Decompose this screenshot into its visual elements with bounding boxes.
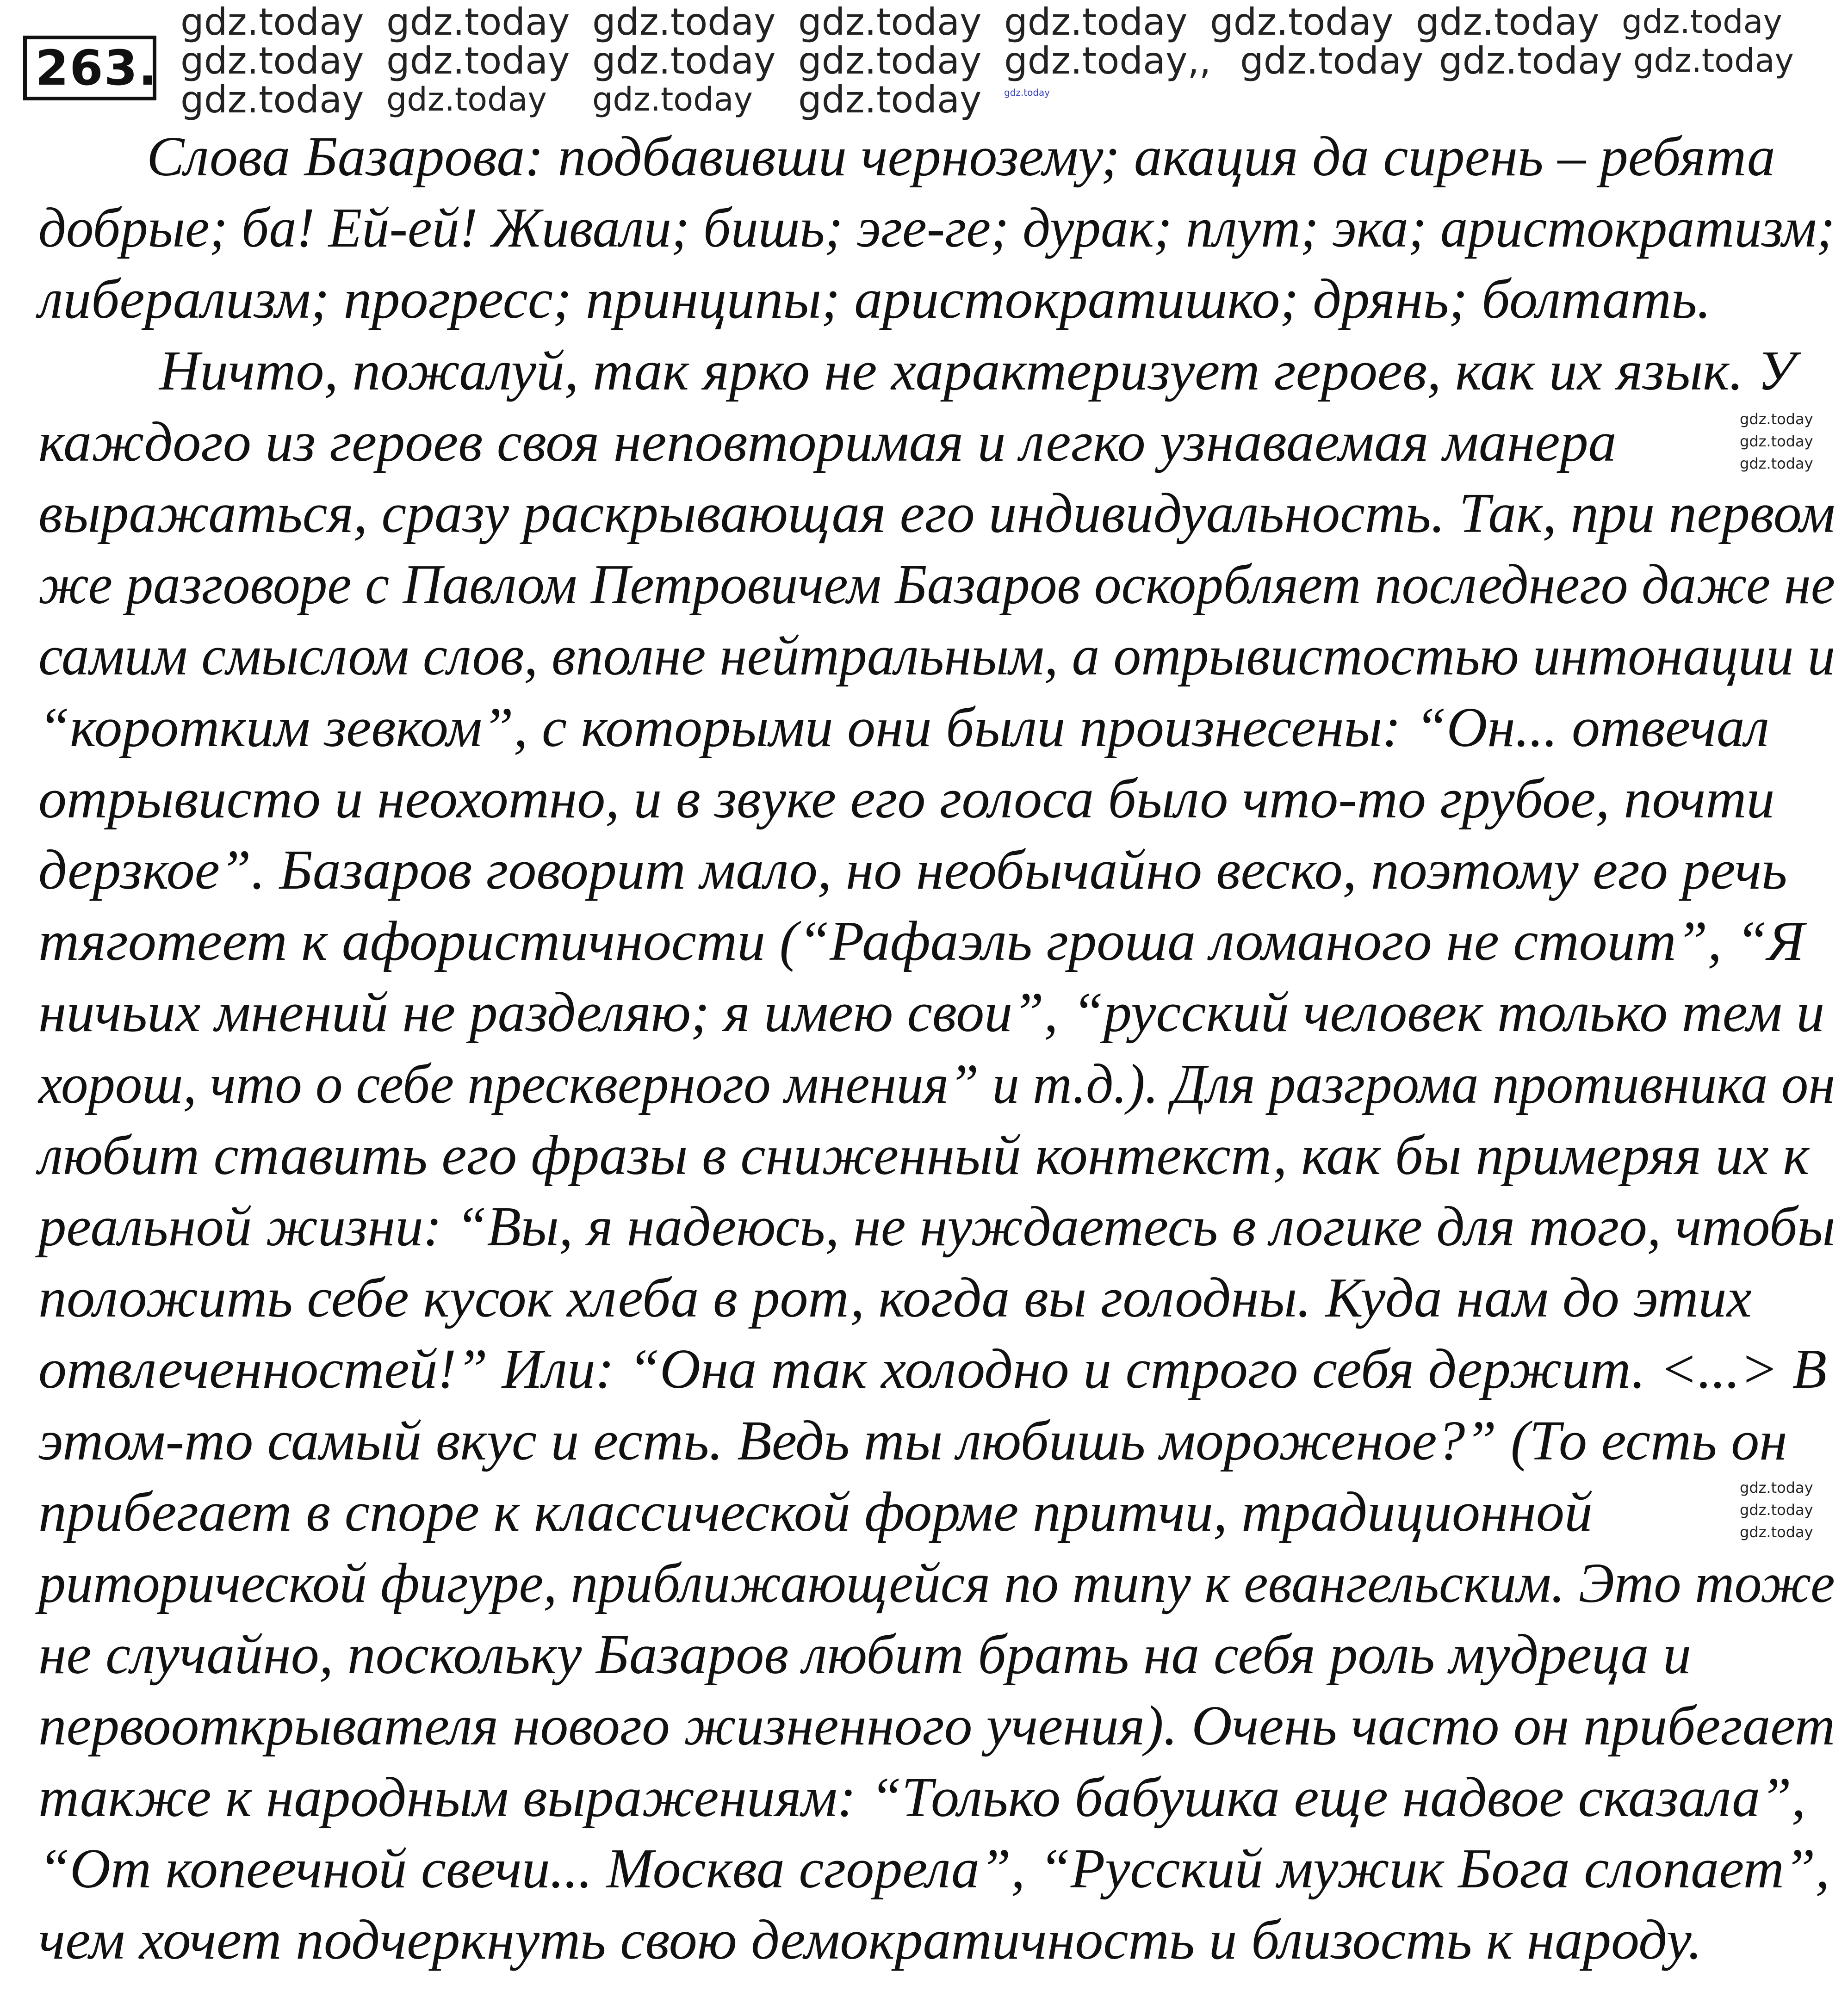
watermark: gdz.today: [386, 0, 570, 43]
text-line: первооткрывателя нового жизненного учения). Очень часто он прибегает: [38, 1694, 1835, 1757]
watermark: gdz.today: [1633, 42, 1794, 80]
text-line: Ничто, пожалуй, так ярко не характеризует героев, как их язык. У: [159, 339, 1796, 402]
text-line: чем хочет подчеркнуть свою демократичность и близость к народу.: [38, 1909, 1702, 1971]
watermark: gdz.today: [798, 78, 982, 121]
text-line: ничьих мнений не разделяю; я имею свои”, “русский человек только тем и: [38, 981, 1825, 1044]
text-line: тяготеет к афористичности (“Рафаэль гроша ломаного не стоит”, “Я: [38, 910, 1805, 973]
text-line: дерзкое”. Базаров говорит мало, но необычайно веско, поэтому его речь: [38, 839, 1787, 901]
text-line: не случайно, поскольку Базаров любит брать на себя роль мудреца и: [38, 1623, 1692, 1686]
text-line: отвлеченностей!” Или: “Она так холодно и строго себя держит. <...> В: [38, 1338, 1827, 1401]
text-line: хорош, что о себе прескверного мнения” и т.д.). Для разгрома противника он: [38, 1052, 1836, 1115]
text-line: реальной жизни: “Вы, я надеюсь, не нуждаетесь в логике для того, чтобы: [38, 1195, 1836, 1258]
watermark: gdz.today: [1740, 433, 1813, 450]
watermark: gdz.today: [1740, 1501, 1813, 1519]
text-line: этом-то самый вкус и есть. Ведь ты любишь мороженое?” (То есть он: [38, 1409, 1787, 1472]
watermark: gdz.today: [798, 39, 982, 82]
text-line: “коротким зевком”, с которыми они были произнесены: “Он... отвечал: [38, 696, 1769, 759]
text-line: же разговоре с Павлом Петровичем Базаров оскорбляет последнего даже не: [38, 553, 1836, 616]
watermark: gdz.today: [386, 80, 547, 118]
watermark: gdz.today: [1004, 87, 1050, 98]
text-line: риторической фигуре, приближающейся по типу к евангельским. Это тоже: [38, 1552, 1835, 1614]
text-line: самим смыслом слов, вполне нейтральным, а отрывистостью интонации и: [38, 625, 1836, 687]
watermark: gdz.today: [1740, 1523, 1813, 1541]
exercise-number: 263.: [35, 40, 158, 96]
watermark: gdz.today: [1740, 410, 1813, 428]
watermark: gdz.today: [180, 0, 364, 43]
watermark: gdz.today: [1439, 39, 1623, 82]
watermark: gdz.today: [1210, 0, 1394, 43]
text-line: добрые; ба! Ей-ей! Живали; бишь; эге-ге; дурак; плут; эка; аристократизм;: [38, 197, 1835, 260]
text-line: “От копеечной свечи... Москва сгорела”, “Русский мужик Бога слопает”,: [38, 1837, 1830, 1900]
watermark: gdz.today: [1004, 0, 1188, 43]
watermark: gdz.today: [1740, 455, 1813, 472]
text-line: либерализм; прогресс; принципы; аристократишко; дрянь; болтать.: [38, 268, 1711, 331]
text-line: также к народным выражениям: “Только бабушка еще надвое сказала”,: [38, 1766, 1806, 1829]
text-line: Слова Базарова: подбавивши чернозему; акация да сирень – ребята: [147, 125, 1775, 188]
watermark: gdz.today: [180, 39, 364, 82]
watermark: gdz.today: [1240, 39, 1424, 82]
watermark: gdz.today: [1622, 3, 1782, 41]
text-line: каждого из героев своя неповторимая и легко узнаваемая манера: [38, 410, 1617, 473]
text-line: любит ставить его фразы в сниженный контекст, как бы примеряя их к: [38, 1124, 1810, 1187]
watermark: gdz.today,,: [1004, 39, 1211, 82]
watermark: gdz.today: [1740, 1479, 1813, 1496]
watermark: gdz.today: [592, 80, 753, 118]
watermark: gdz.today: [386, 39, 570, 82]
text-line: положить себе кусок хлеба в рот, когда вы голодны. Куда нам до этих: [38, 1267, 1752, 1329]
exercise-number-box: [23, 36, 156, 100]
text-line: прибегает в споре к классической форме притчи, традиционной: [38, 1480, 1593, 1543]
watermark: gdz.today: [1416, 0, 1600, 43]
text-line: выражаться, сразу раскрывающая его индивидуальность. Так, при первом: [38, 482, 1836, 544]
watermark: gdz.today: [180, 78, 364, 121]
watermark: gdz.today: [592, 0, 776, 43]
watermark: gdz.today: [592, 39, 776, 82]
text-line: отрывисто и неохотно, и в звуке его голоса было что-то грубое, почти: [38, 767, 1775, 830]
watermark: gdz.today: [798, 0, 982, 43]
